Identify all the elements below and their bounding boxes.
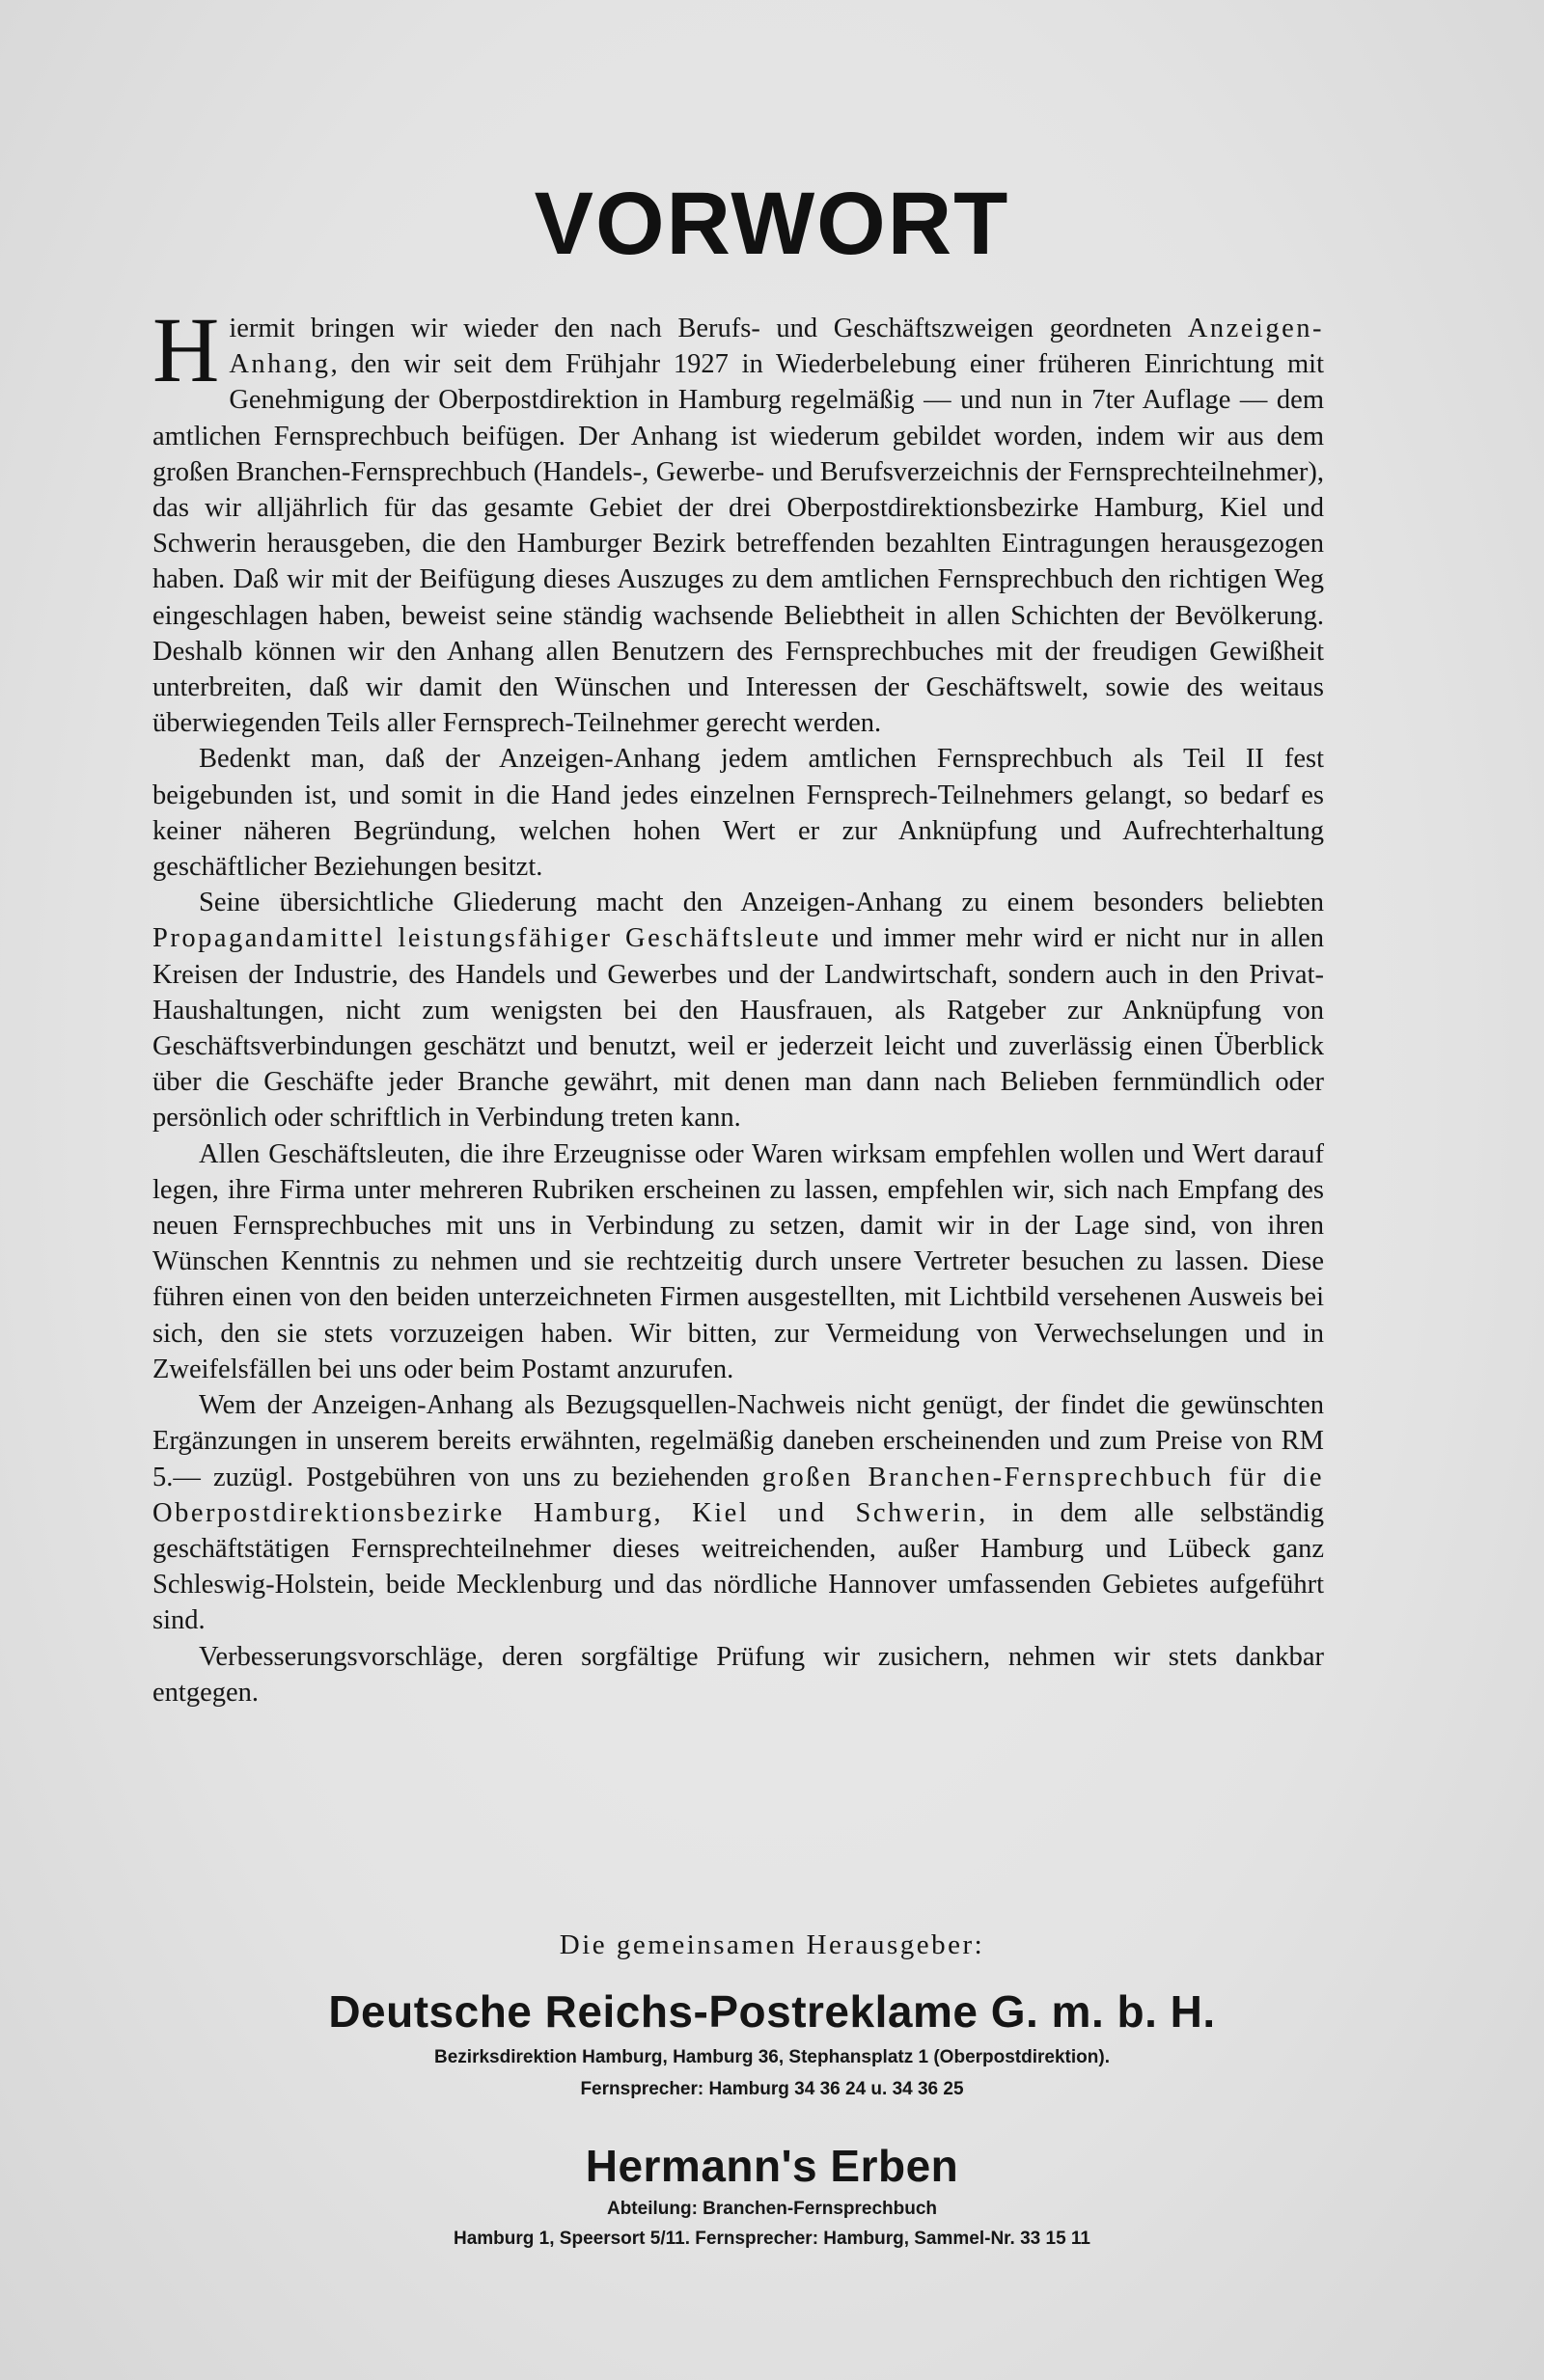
paragraph-3-emphasis: Propagandamittel leistungsfähiger Geschäftsleute bbox=[152, 923, 821, 954]
paragraph-3-rest: und immer mehr wird er nicht nur in allen Kreisen der Industrie, des Handels und Gewerbes und der Landwirtschaft, sondern auch in den Privat-Haushaltungen, nicht zum wenigsten bei den Hausfrauen, als Ratgeber zur Anknüpfung von Geschäftsverbindungen geschätzt und benutzt, weil er jederzeit leicht und zuverlässig einen Überblick über die Geschäfte jeder Branche gewährt, mit denen man dann nach Belieben fernmündlich oder persönlich oder schriftlich in Verbindung treten kann. bbox=[152, 923, 1324, 1134]
publisher-2-department: Abteilung: Branchen-Fernsprechbuch bbox=[606, 2199, 938, 2219]
publisher-1-name: Deutsche Reichs-Postreklame G. m. b. H. bbox=[328, 1986, 1216, 2037]
page-title: VORWORT bbox=[534, 175, 1010, 273]
paragraph-3 bbox=[152, 885, 1324, 1135]
paragraph-1-lead: iermit bringen wir wieder den nach Berufs- und Geschäftszweigen geordneten bbox=[229, 314, 1188, 343]
paragraph-3-lead: Seine übersichtliche Gliederung macht den Anzeigen-Anhang zu einem besonders beliebten bbox=[199, 888, 1324, 918]
paragraph-1 bbox=[152, 298, 1324, 741]
publisher-2-address: Hamburg 1, Speersort 5/11. Fernsprecher: Hamburg, Sammel-Nr. 33 15 11 bbox=[454, 2229, 1090, 2249]
drop-cap: H bbox=[152, 298, 220, 401]
preface-body bbox=[152, 298, 1324, 1710]
paragraph-4: Allen Geschäftsleuten, die ihre Erzeugnisse oder Waren wirksam empfehlen wollen und Wert darauf legen, ihre Firma unter mehreren Rubriken erscheinen zu lassen, empfehlen wir, sich nach Empfang des neuen Fernsprechbuches mit uns in Verbindung zu setzen, damit wir in der Lage sind, von ihren Wünschen Kenntnis zu nehmen und sie rechtzeitig durch unsere Vertreter besuchen zu lassen. Diese führen einen von den beiden unterzeichneten Firmen ausgestellten, mit Lichtbild versehenen Ausweis bei sich, den sie stets vorzuzeigen haben. Wir bitten, zur Vermeidung von Verwechselungen und in Zweifelsfällen bei uns oder beim Postamt anzurufen. bbox=[152, 1138, 1324, 1384]
paragraph-1-emphasis: Anzeigen-Anhang bbox=[229, 314, 1324, 380]
paragraph-5 bbox=[152, 1387, 1324, 1638]
paragraph-5-rest: , in dem alle selbständig geschäftstätigen Fernsprechteilnehmer dieses weitreichenden, außer Hamburg und Lübeck ganz Schleswig-Holstein, beide Mecklenburg und das nördliche Hannover umfassenden Gebietes aufgeführt sind. bbox=[152, 1497, 1324, 1636]
publisher-1-address: Bezirksdirektion Hamburg, Hamburg 36, Stephansplatz 1 (Oberpostdirektion). bbox=[434, 2047, 1110, 2067]
paragraph-2: Bedenkt man, daß der Anzeigen-Anhang jedem amtlichen Fernsprechbuch als Teil II fest beigebunden ist, und somit in die Hand jedes einzelnen Fernsprech-Teilnehmers gelangt, so bedarf es keiner näheren Begründung, welchen hohen Wert er zur Anknüpfung und Aufrechterhaltung geschäftlicher Beziehungen besitzt. bbox=[152, 744, 1324, 883]
paragraph-6: Verbesserungsvorschläge, deren sorgfältige Prüfung wir zusichern, nehmen wir stets dankbar entgegen. bbox=[152, 1641, 1324, 1708]
publisher-2-name: Hermann's Erben bbox=[585, 2141, 959, 2191]
publisher-1-phone: Fernsprecher: Hamburg 34 36 24 u. 34 36 25 bbox=[580, 2079, 964, 2099]
publishers-intro: Die gemeinsamen Herausgeber: bbox=[559, 1929, 985, 1960]
paragraph-5-emphasis: großen Branchen-Fernsprechbuch für die Oberpostdirektionsbezirke Hamburg, Kiel und Schwerin bbox=[152, 1462, 1324, 1528]
paragraph-1-rest: , den wir seit dem Frühjahr 1927 in Wiederbelebung einer früheren Einrichtung mit Genehmigung der Oberpostdirektion in Hamburg regelmäßig — und nun in 7ter Auflage — dem amtlichen Fernsprechbuch beifügen. Der Anhang ist wiederum gebildet worden, indem wir aus dem großen Branchen-Fernsprechbuch (Handels-, Gewerbe- und Berufsverzeichnis der Fernsprechteilnehmer), das wir alljährlich für das gesamte Gebiet der drei Oberpostdirektionsbezirke Hamburg, Kiel und Schwerin herausgeben, die den Hamburger Bezirk betreffenden bezahlten Eintragungen herausgezogen haben. Daß wir mit der Beifügung dieses Auszuges zu dem amtlichen Fernsprechbuch den richtigen Weg eingeschlagen haben, beweist seine ständig wachsende Beliebtheit in allen Schichten der Bevölkerung. Deshalb können wir den Anhang allen Benutzern des Fernsprechbuches mit der freudigen Gewißheit unterbreiten, daß wir damit den Wünschen und Interessen der Geschäftswelt, sowie des weitaus überwiegenden Teils aller Fernsprech-Teilnehmer gerecht werden. bbox=[152, 349, 1324, 739]
paragraph-5-lead: Wem der Anzeigen-Anhang als Bezugsquellen-Nachweis nicht genügt, der findet die gewünschten Ergänzungen in unserem bereits erwähnten, regelmäßig daneben erscheinenden und zum Preise von RM 5.— zuzügl. Postgebühren von uns zu beziehenden bbox=[152, 1390, 1324, 1492]
